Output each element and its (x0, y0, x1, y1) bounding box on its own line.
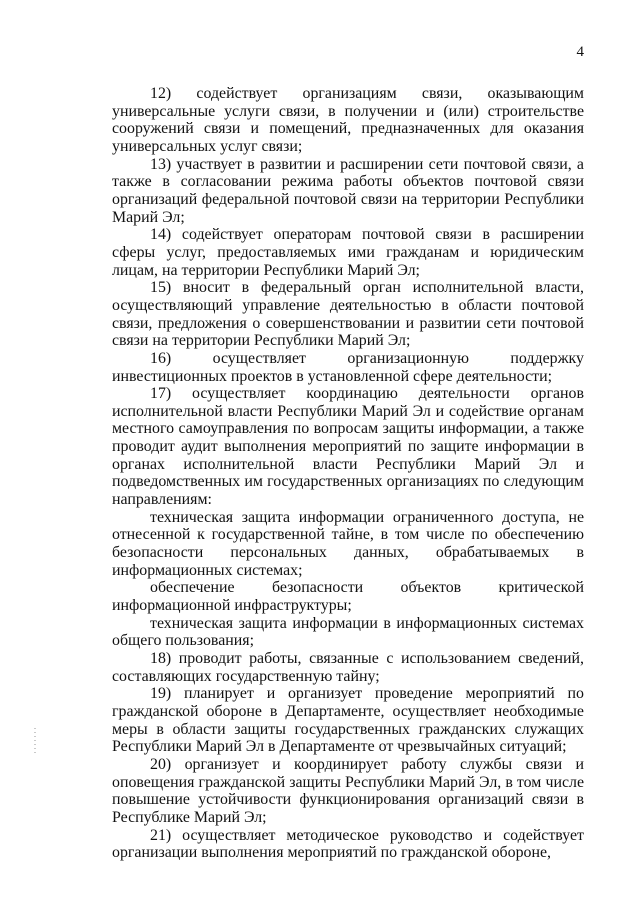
paragraph-item-19: 19) планирует и организует проведение мероприятий по гражданской обороне в Департаменте, осуществляет необходимые меры в области защиты государственных гражданских служащих Республики Марий Эл в Департаменте от чрезвычайных ситуаций; (112, 685, 584, 756)
paragraph-direction-critical-infrastructure: обеспечение безопасности объектов критической информационной инфраструктуры; (112, 579, 584, 615)
document-body (112, 85, 584, 862)
paragraph-direction-technical-protection: техническая защита информации ограниченного доступа, не отнесенной к государственной тайне, в том числе по обеспечению безопасности персональных данных, обрабатываемых в информационных системах; (112, 508, 584, 579)
scan-margin-mark (34, 728, 36, 756)
paragraph-item-14: 14) содействует операторам почтовой связи в расширении сферы услуг, предоставляемых ими гражданам и юридическим лицам, на территории Республики Марий Эл; (112, 226, 584, 279)
paragraph-item-13: 13) участвует в развитии и расширении сети почтовой связи, а также в согласовании режима работы объектов почтовой связи организаций федеральной почтовой связи на территории Республики Марий Эл; (112, 155, 584, 226)
paragraph-item-21: 21) осуществляет методическое руководство и содействует организации выполнения мероприятий по гражданской обороне, (112, 826, 584, 862)
paragraph-item-15: 15) вносит в федеральный орган исполнительной власти, осуществляющий управление деятельностью в области почтовой связи, предложения о совершенствовании и развитии сети почтовой связи на территории Республики Марий Эл; (112, 279, 584, 350)
paragraph-item-17: 17) осуществляет координацию деятельности органов исполнительной власти Республики Марий Эл и содействие органам местного самоуправления по вопросам защиты информации, а также проводит аудит выполнения мероприятий по защите информации в органах исполнительной власти Республики Марий Эл и подведомственных им государственных организациях по следующим направлениям: (112, 385, 584, 509)
page-number: 4 (576, 44, 584, 60)
paragraph-item-16: 16) осуществляет организационную поддержку инвестиционных проектов в установленной сфере деятельности; (112, 349, 584, 385)
paragraph-item-12: 12) содействует организациям связи, оказывающим универсальные услуги связи, в получении и (или) строительстве сооружений связи и помещений, предназначенных для оказания универсальных услуг связи; (112, 85, 584, 155)
paragraph-item-18: 18) проводит работы, связанные с использованием сведений, составляющих государственную тайну; (112, 650, 584, 685)
paragraph-direction-public-systems: техническая защита информации в информационных системах общего пользования; (112, 614, 584, 650)
paragraph-item-20: 20) организует и координирует работу службы связи и оповещения гражданской защиты Республики Марий Эл, в том числе повышение устойчивости функционирования организаций связи в Республике Марий Эл; (112, 755, 584, 826)
